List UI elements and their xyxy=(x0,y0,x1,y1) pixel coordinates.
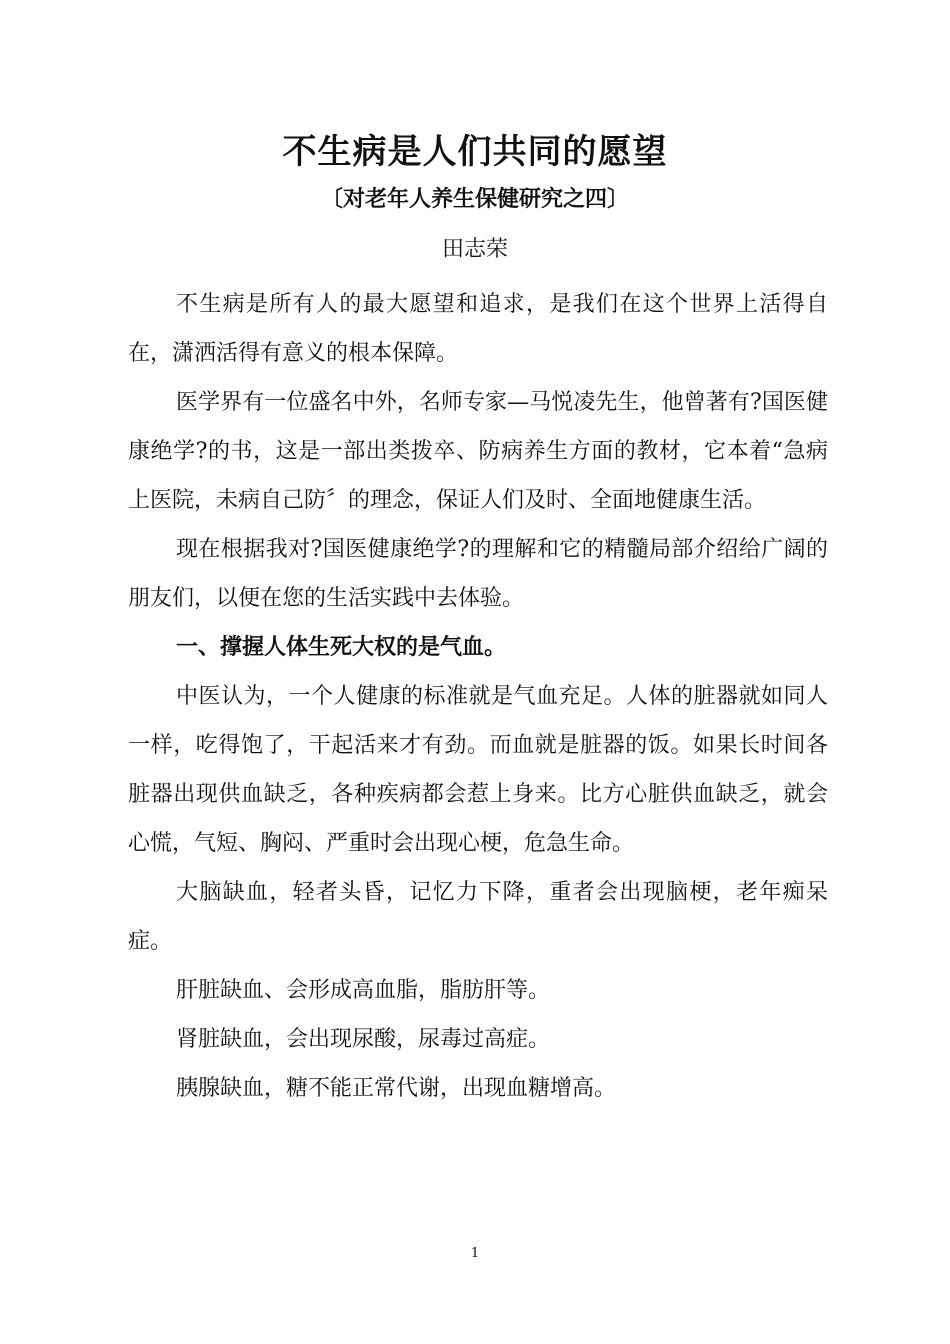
paragraph-purpose: 现在根据我对?国医健康绝学?的理解和它的精髓局部介绍给广阔的朋友们，以便在您的生活实践中去体验。 xyxy=(128,537,828,611)
paragraph-book-reference: 医学界有一位盛名中外，名师专家—马悦凌先生，他曾著有?国医健康绝学?的书，这是一部出类拨卒、防病养生方面的教材，它本着“急病上医院，未病自己防〞的理念，保证人们及时、全面地健康生活。 xyxy=(128,390,828,513)
paragraph-pancreas: 胰腺缺血，糖不能正常代谢，出现血糖增高。 xyxy=(176,1076,617,1101)
paragraph-brain: 大脑缺血，轻者头昏，记忆力下降，重者会出现脑梗，老年痴呆症。 xyxy=(128,880,828,954)
paragraph-intro: 不生病是所有人的最大愿望和追求，是我们在这个世界上活得自在，潇洒活得有意义的根本保障。 xyxy=(128,292,828,366)
document-body xyxy=(128,280,828,1113)
section-heading-1: 一、撑握人体生死大权的是气血。 xyxy=(176,635,507,660)
document-subtitle: 〔对老年人养生保健研究之四〕 xyxy=(320,187,629,212)
document-title: 不生病是人们共同的愿望 xyxy=(282,132,668,172)
paragraph-qi-blood: 中医认为，一个人健康的标准就是气血充足。人体的脏器就如同人一样，吃得饱了，干起活来才有劲。而血就是脏器的饭。如果长时间各脏器出现供血缺乏，各种疾病都会惹上身来。比方心脏供血缺乏，就会心慌，气短、胸闷、严重时会出现心梗，危急生命。 xyxy=(128,684,828,856)
page-number: 1 xyxy=(470,1246,480,1261)
paragraph-kidney: 肾脏缺血，会出现尿酸，尿毒过高症。 xyxy=(176,1027,551,1052)
paragraph-liver: 肝脏缺血、会形成高血脂，脂肪肝等。 xyxy=(176,978,551,1003)
author-name: 田志荣 xyxy=(441,237,508,262)
